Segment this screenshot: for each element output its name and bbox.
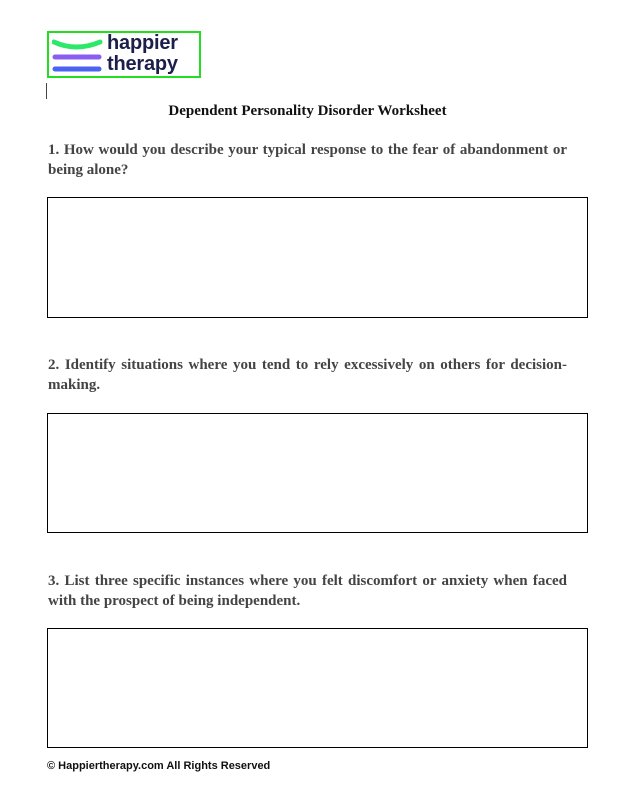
logo-text-line2: therapy (107, 53, 178, 75)
text-cursor (46, 83, 47, 99)
worksheet-title: Dependent Personality Disorder Worksheet (168, 103, 447, 119)
question-3: 3. List three specific instances where you felt discomfort or anxiety when faced with the prospect of being independent. (48, 573, 567, 609)
logo-text-line1: happier (107, 32, 178, 54)
logo-stripes-icon (52, 36, 104, 76)
logo-wordmark (107, 33, 178, 74)
question-2: 2. Identify situations where you tend to rely excessively on others for decision-making. (48, 357, 567, 393)
answer-box-1[interactable] (47, 197, 588, 318)
answer-box-3[interactable] (47, 628, 588, 748)
question-1: 1. How would you describe your typical response to the fear of abandonment or being alone? (48, 142, 567, 178)
copyright-footer: © Happiertherapy.com All Rights Reserved (47, 760, 271, 772)
answer-box-2[interactable] (47, 413, 588, 533)
happier-therapy-logo (47, 31, 201, 78)
